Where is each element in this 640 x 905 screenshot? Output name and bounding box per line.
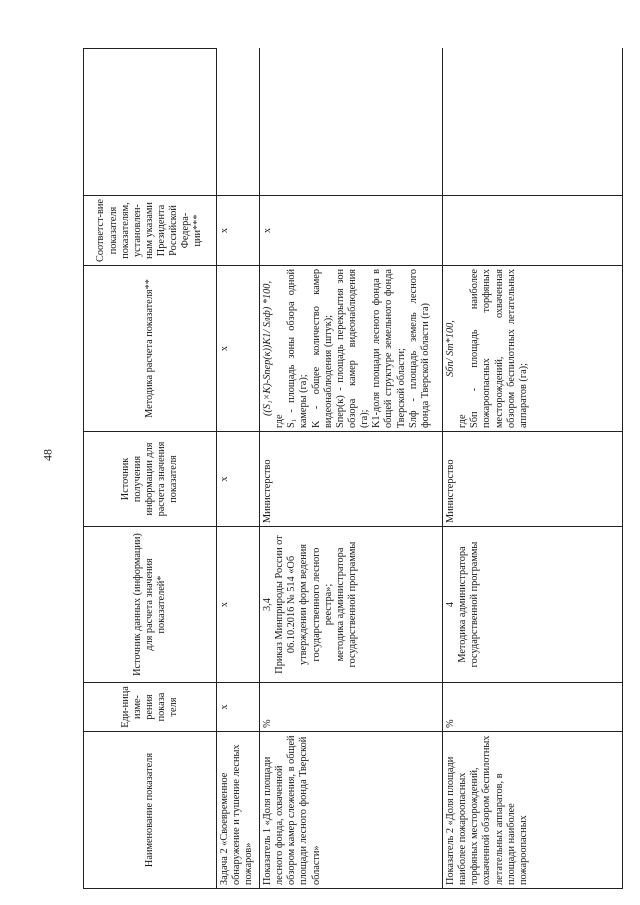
- indicator-2-info-source: Министерство: [443, 432, 623, 527]
- task-decree-match: х: [217, 196, 260, 266]
- indicator-1-unit: %: [260, 683, 443, 732]
- indicator-1-definition: K1-доля площади лесного фонда в общей структуре земельного фонда Тверской области;: [371, 269, 407, 428]
- header-method: Методика расчета показателя**: [84, 266, 217, 432]
- header-indicator-name: Наименование показателя: [84, 732, 217, 889]
- header-info-source: Источник получения информации для расчета значения показателя: [84, 432, 217, 527]
- indicator-2-formula: Sбп/ Sт*100,: [445, 320, 456, 377]
- indicator-2-where: где: [457, 414, 469, 428]
- header-row: [84, 49, 217, 889]
- indicator-row: [260, 49, 443, 889]
- indicator-2-source-number: 4: [445, 601, 456, 608]
- task-row: [217, 49, 260, 889]
- indicator-2-decree-match: [443, 196, 623, 266]
- indicator-1-method: [260, 266, 443, 432]
- indicator-1-definition: S₁ - площадь зоны обзора одной камеры (га);: [286, 269, 310, 428]
- indicator-2-method: [443, 266, 623, 432]
- indicator-1-definition: Sпер(к) - площадь перекрытия зон обзора камер видеонаблюдения (га);: [334, 269, 371, 428]
- header-empty: [84, 49, 217, 196]
- indicator-1-definition: Sлф - площадь земель лесного фонда Тверской области (га): [407, 269, 431, 428]
- header-decree-match: Соответст-вие показателя показателям, установлен-ным указами Президента Российской Федера-ции***: [84, 196, 217, 266]
- indicator-1-info-source: Министерство: [260, 432, 443, 527]
- indicator-1-data-source: [260, 527, 443, 683]
- indicator-2-data-source: [443, 527, 623, 683]
- task-unit: х: [217, 683, 260, 732]
- indicator-1-name: Показатель 1 «Доля площади лесного фонда, охваченной обзором камер слежения, в общей площади лесного фонда Тверской области»: [260, 732, 443, 889]
- task-info-source: х: [217, 432, 260, 527]
- indicator-1-definition: K - общее количество камер видеонаблюдения (штук);: [310, 269, 334, 428]
- indicator-2-unit: %: [443, 683, 623, 732]
- indicator-2-source-line: Методика администратора государственной программы: [457, 541, 481, 668]
- task-data-source: х: [217, 527, 260, 683]
- indicator-2-name: Показатель 2 «Доля площади наиболее пожароопасных торфяных месторождений, охваченной обзором беспилотных летательных аппаратов, в площади наиболее пожароопасных: [443, 732, 623, 889]
- indicator-2-definition: Sбп - площадь наиболее пожароопасных торфяных месторождений, охваченная обзором беспилотных летательных аппаратов (га);: [469, 269, 529, 428]
- indicator-1-source-number: 3,4: [262, 598, 273, 611]
- task-method: х: [217, 266, 260, 432]
- indicator-1-where: где: [274, 414, 286, 428]
- indicator-1-decree-match: х: [260, 196, 443, 266]
- indicator-1-source-line: методика администратора государственной программы: [334, 541, 358, 668]
- page-number: 48: [40, 449, 55, 461]
- indicators-table: [83, 48, 623, 889]
- task-name: Задача 2 «Своевременное обнаружение и тушение лесных пожаров»: [217, 732, 260, 889]
- indicator-1-formula: ((S₁×K)-Sпер(к))K1/ Sлф) *100,: [262, 280, 273, 417]
- header-data-source: Источник данных (информации) для расчета значения показателей*: [84, 527, 217, 683]
- indicator-1-source-line: Приказ Минприроды России от 06.10.2016 № 514 «Об утверждении форм ведения государственного лесного реестра»;: [274, 535, 334, 674]
- rotated-table-container: [83, 49, 623, 889]
- indicator-row: [443, 49, 623, 889]
- header-unit: Еди-ница изме-рения показа теля: [84, 683, 217, 732]
